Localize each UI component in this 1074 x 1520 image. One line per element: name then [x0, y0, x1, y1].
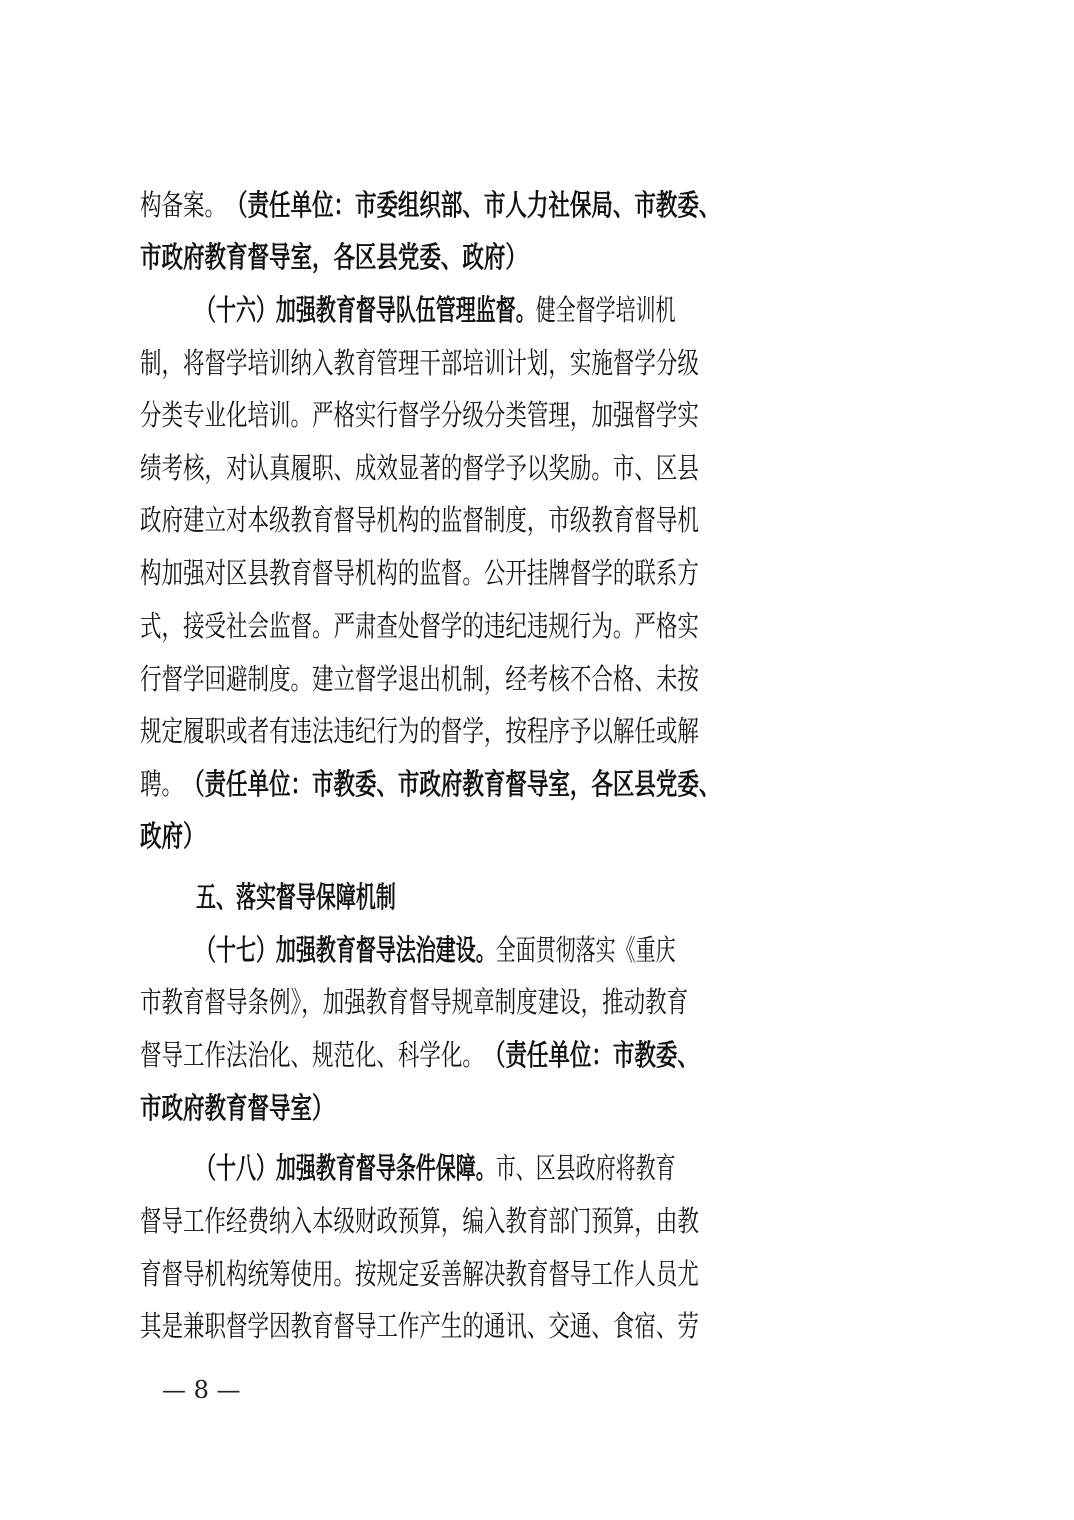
text-line	[140, 231, 936, 283]
text-segment: 构加强对区县教育督导机构的监督。公开挂牌督学的联系方	[140, 556, 699, 590]
text-line	[140, 494, 936, 546]
text-segment: 聘。	[140, 767, 183, 801]
text-line	[140, 976, 936, 1028]
text-line	[140, 1082, 936, 1134]
text-segment: 市教育督导条例》，加强教育督导规章制度建设，推动教育	[140, 985, 689, 1019]
text-line	[196, 284, 936, 336]
text-line	[140, 600, 936, 652]
heading-text: 五、落实督导保障机制	[196, 880, 396, 914]
text-line	[140, 653, 936, 705]
text-line	[196, 924, 936, 976]
text-line	[140, 442, 936, 494]
bold-text: （责任单位：市教委、市政府教育督导室，各区县党委、	[182, 767, 721, 801]
bold-text: （责任单位：市教委、	[483, 1038, 699, 1072]
text-line	[140, 1029, 936, 1081]
text-line	[140, 1300, 936, 1352]
text-line	[140, 810, 936, 862]
text-segment: 育督导机构统筹使用。按规定妥善解决教育督导工作人员尤	[140, 1257, 699, 1291]
text-segment: 全面贯彻落实《重庆	[495, 933, 676, 967]
text-segment: 督导工作经费纳入本级财政预算，编入教育部门预算，由教	[140, 1204, 699, 1238]
text-segment: 其是兼职督学因教育督导工作产生的通讯、交通、食宿、劳	[140, 1309, 699, 1343]
text-line	[140, 179, 936, 231]
page-number: — 8 —	[162, 1376, 241, 1404]
text-line	[140, 1195, 936, 1247]
text-segment: 市、区县政府将教育	[495, 1151, 676, 1185]
text-line	[140, 337, 936, 389]
text-segment: 督导工作法治化、规范化、科学化。	[140, 1038, 484, 1072]
text-segment: 制，将督学培训纳入教育管理干部培训计划，实施督学分级	[140, 346, 699, 380]
text-line	[140, 389, 936, 441]
text-line	[196, 1142, 936, 1194]
bold-text: （十八）加强教育督导条件保障。	[196, 1151, 496, 1185]
section-heading	[196, 871, 936, 923]
text-segment: 分类专业化培训。严格实行督学分级分类管理，加强督学实	[140, 398, 699, 432]
text-segment: 构备案。	[140, 188, 226, 222]
text-segment: 式，接受社会监督。严肃查处督学的违纪违规行为。严格实	[140, 609, 699, 643]
text-line	[140, 705, 936, 757]
bold-text: （十六）加强教育督导队伍管理监督。	[196, 293, 536, 327]
bold-text: 市政府教育督导室，各区县党委、政府）	[140, 240, 527, 274]
text-segment: 规定履职或者有违法违纪行为的督学，按程序予以解任或解	[140, 714, 699, 748]
text-segment: 绩考核，对认真履职、成效显著的督学予以奖励。市、区县	[140, 451, 699, 485]
bold-text: 政府）	[140, 819, 205, 853]
bold-text: 市政府教育督导室）	[140, 1091, 334, 1125]
text-line	[140, 1248, 936, 1300]
text-line	[140, 758, 936, 810]
text-segment: 政府建立对本级教育督导机构的监督制度，市级教育督导机	[140, 503, 699, 537]
text-line	[140, 547, 936, 599]
bold-text: （十七）加强教育督导法治建设。	[196, 933, 496, 967]
bold-text: （责任单位：市委组织部、市人力社保局、市教委、	[225, 188, 721, 222]
text-segment: 行督学回避制度。建立督学退出机制，经考核不合格、未按	[140, 662, 699, 696]
text-segment: 健全督学培训机	[535, 293, 676, 327]
